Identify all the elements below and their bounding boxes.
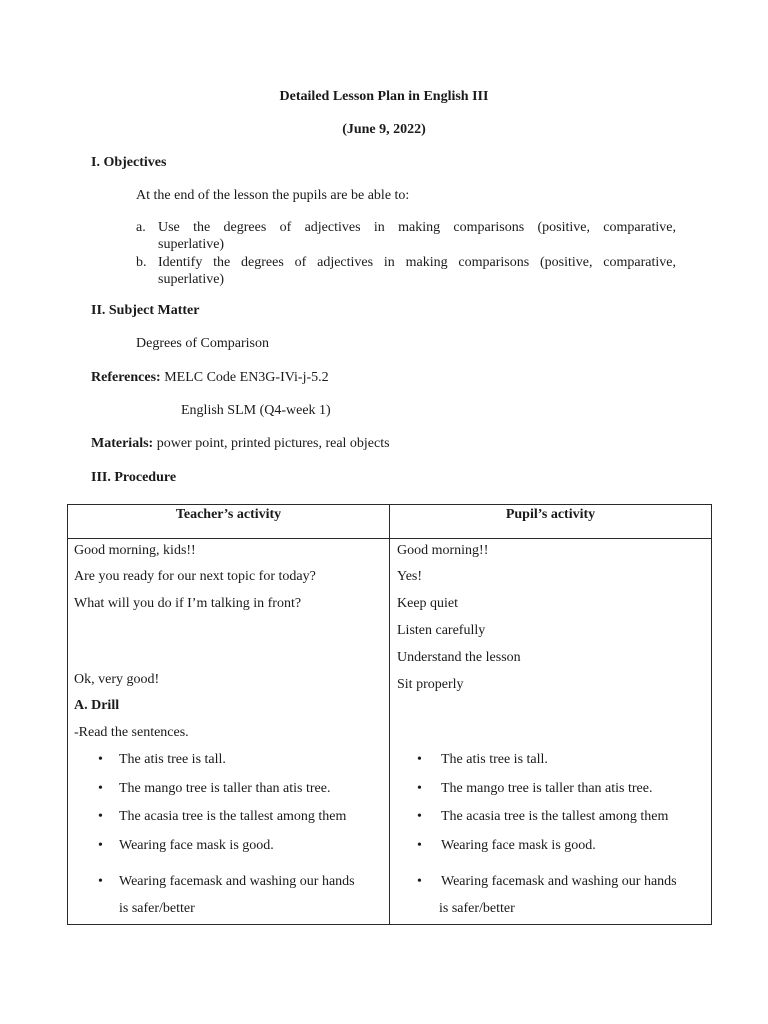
document-date: (June 9, 2022) <box>342 122 426 137</box>
pupil-line: Sit properly <box>397 677 464 692</box>
pupil-bullet-text: Wearing facemask and washing our hands <box>441 874 677 889</box>
references-line <box>91 370 329 386</box>
pupil-bullet-continuation: is safer/better <box>439 901 515 916</box>
references-value: MELC Code EN3G-IVi-j-5.2 <box>160 370 329 385</box>
objective-a-text-cont: superlative) <box>158 237 225 252</box>
pupil-activity-header: Pupil’s activity <box>390 505 712 539</box>
pupil-line: Understand the lesson <box>397 650 521 665</box>
bullet-icon: • <box>417 874 422 889</box>
teacher-bullet-text: Wearing face mask is good. <box>119 838 274 853</box>
teacher-bullet-text: The acasia tree is the tallest among them <box>119 809 347 824</box>
references-value-2: English SLM (Q4-week 1) <box>181 403 331 418</box>
subject-matter-heading: II. Subject Matter <box>91 303 200 318</box>
pupil-line: Good morning!! <box>397 543 489 558</box>
drill-heading: A. Drill <box>74 698 120 713</box>
teacher-line: Good morning, kids!! <box>74 543 196 558</box>
objective-b-text: Identify the degrees of adjectives in making comparisons (positive, comparative, <box>158 255 676 270</box>
pupil-line: Keep quiet <box>397 596 459 611</box>
objectives-heading: I. Objectives <box>91 155 167 170</box>
teacher-line: Are you ready for our next topic for today? <box>74 569 316 584</box>
teacher-bullet-text: Wearing facemask and washing our hands <box>119 874 355 889</box>
objective-b-marker: b. <box>136 255 147 270</box>
materials-value: power point, printed pictures, real objects <box>153 436 390 451</box>
teacher-line: Ok, very good! <box>74 672 160 687</box>
pupil-activity-cell <box>390 539 712 925</box>
document-title: Detailed Lesson Plan in English III <box>279 89 489 104</box>
bullet-icon: • <box>98 781 103 796</box>
procedure-table <box>67 504 712 925</box>
objective-a-marker: a. <box>136 220 146 235</box>
bullet-icon: • <box>417 781 422 796</box>
teacher-bullet-continuation: is safer/better <box>119 901 195 916</box>
pupil-line: Listen carefully <box>397 623 486 638</box>
subject-topic: Degrees of Comparison <box>136 336 269 351</box>
procedure-heading: III. Procedure <box>91 470 177 485</box>
teacher-bullet-text: The mango tree is taller than atis tree. <box>119 781 331 796</box>
bullet-icon: • <box>417 838 422 853</box>
bullet-icon: • <box>98 809 103 824</box>
procedure-table-row <box>68 539 712 925</box>
pupil-line: Yes! <box>397 569 423 584</box>
pupil-bullet-text: The acasia tree is the tallest among them <box>441 809 669 824</box>
objective-b-text-cont: superlative) <box>158 272 225 287</box>
bullet-icon: • <box>98 838 103 853</box>
pupil-bullet-text: The mango tree is taller than atis tree. <box>441 781 653 796</box>
procedure-table-header <box>68 505 712 539</box>
drill-instruction: -Read the sentences. <box>74 725 189 740</box>
objectives-intro: At the end of the lesson the pupils are be able to: <box>136 188 410 203</box>
teacher-bullet-text: The atis tree is tall. <box>119 752 226 767</box>
bullet-icon: • <box>417 752 422 767</box>
teacher-line: What will you do if I’m talking in front? <box>74 596 302 611</box>
objective-a-text: Use the degrees of adjectives in making comparisons (positive, comparative, <box>158 220 676 235</box>
bullet-icon: • <box>98 752 103 767</box>
materials-label: Materials: <box>91 436 154 451</box>
pupil-bullet-text: The atis tree is tall. <box>441 752 548 767</box>
teacher-activity-cell <box>68 539 390 925</box>
teacher-activity-header: Teacher’s activity <box>68 505 390 539</box>
references-label: References: <box>91 370 161 385</box>
materials-line <box>91 436 390 452</box>
pupil-bullet-text: Wearing face mask is good. <box>441 838 596 853</box>
bullet-icon: • <box>417 809 422 824</box>
bullet-icon: • <box>98 874 103 889</box>
